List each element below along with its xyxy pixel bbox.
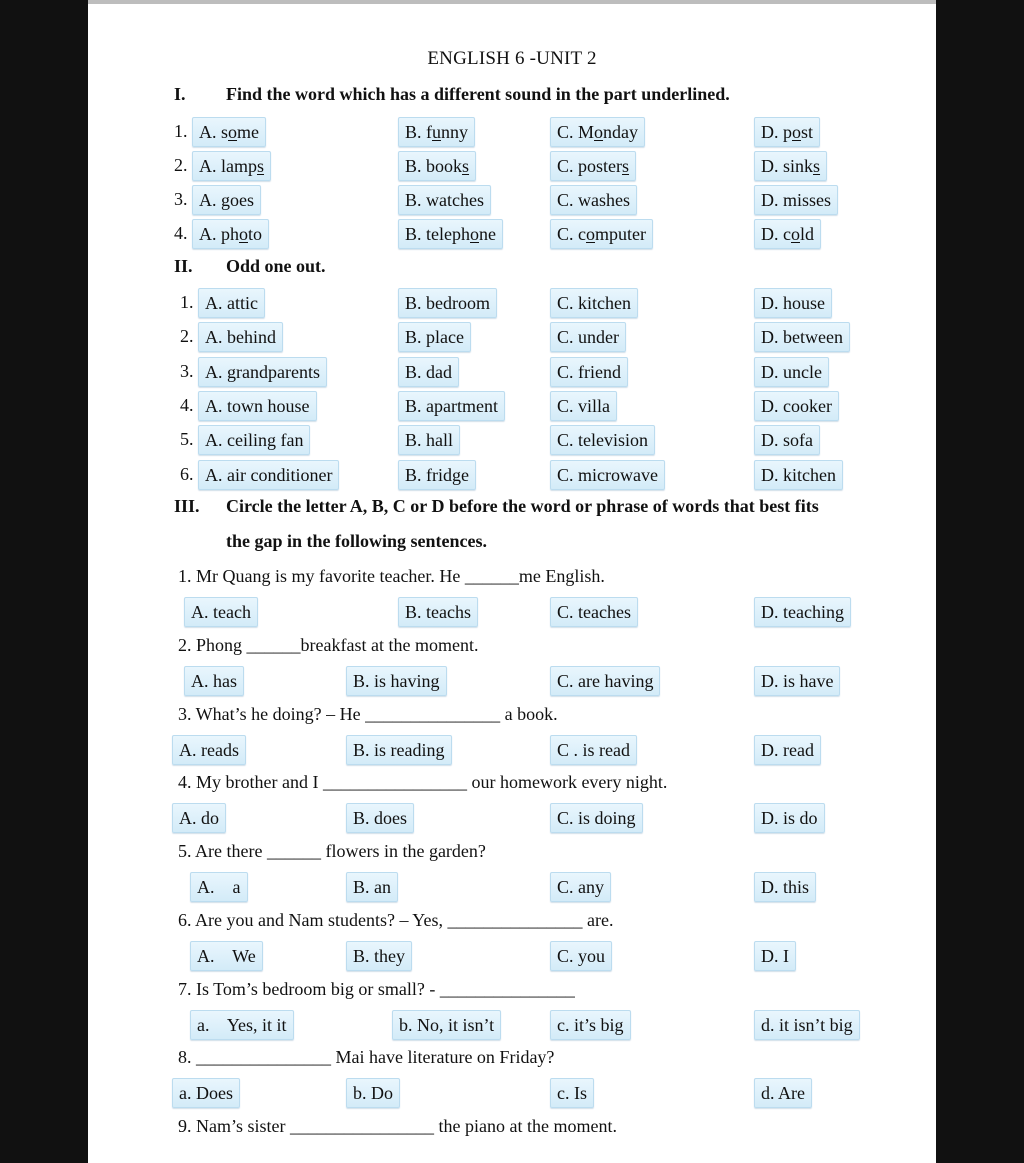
answer-blank[interactable]: _______________ <box>447 910 583 930</box>
s2-option-a[interactable]: A. grandparents <box>198 357 327 387</box>
q6-option-b[interactable]: B. they <box>346 941 412 971</box>
q4-option-d[interactable]: D. is do <box>754 803 825 833</box>
q1-option-b[interactable]: B. teachs <box>398 597 478 627</box>
s2-row-number: 6. <box>180 464 194 484</box>
s1-option-c[interactable]: C. Monday <box>550 117 645 147</box>
s1-option-a[interactable]: A. some <box>192 117 266 147</box>
page-title: ENGLISH 6 -UNIT 2 <box>427 48 597 69</box>
s1-option-a[interactable]: A. goes <box>192 185 261 215</box>
s2-option-c[interactable]: C. microwave <box>550 460 665 490</box>
q3-option-c[interactable]: C . is read <box>550 735 637 765</box>
s2-option-a[interactable]: A. town house <box>198 391 317 421</box>
s2-option-d[interactable]: D. uncle <box>754 357 829 387</box>
question-2: 2. Phong ______breakfast at the moment. <box>178 635 479 655</box>
section-2-title: Odd one out. <box>226 256 326 276</box>
s2-option-b[interactable]: B. place <box>398 322 471 352</box>
section-2-roman: II. <box>174 256 193 276</box>
q5-option-b[interactable]: B. an <box>346 872 398 902</box>
s2-option-d[interactable]: D. sofa <box>754 425 820 455</box>
q3-option-b[interactable]: B. is reading <box>346 735 452 765</box>
s2-option-a[interactable]: A. attic <box>198 288 265 318</box>
q7-options <box>88 1010 936 1040</box>
answer-blank[interactable]: _______________ <box>439 979 575 999</box>
section-3-roman: III. <box>174 496 200 516</box>
s2-option-c[interactable]: C. friend <box>550 357 628 387</box>
answer-blank[interactable]: ________________ <box>322 772 467 792</box>
q3-options <box>88 735 936 765</box>
s2-row-4 <box>88 391 936 421</box>
section-1-roman: I. <box>174 84 186 104</box>
q1-option-c[interactable]: C. teaches <box>550 597 638 627</box>
answer-blank[interactable]: ______ <box>464 566 519 586</box>
question-6: 6. Are you and Nam students? – Yes, _______________ are. <box>178 910 614 930</box>
s2-option-a[interactable]: A. air conditioner <box>198 460 339 490</box>
q7-option-d[interactable]: d. it isn’t big <box>754 1010 860 1040</box>
s2-option-c[interactable]: C. kitchen <box>550 288 638 318</box>
s1-option-b[interactable]: B. books <box>398 151 476 181</box>
question-3: 3. What’s he doing? – He _______________ a book. <box>178 704 558 724</box>
q6-option-d[interactable]: D. I <box>754 941 796 971</box>
s2-row-3 <box>88 357 936 387</box>
s2-row-number: 4. <box>180 395 194 415</box>
q8-option-b[interactable]: b. Do <box>346 1078 400 1108</box>
s2-row-number: 3. <box>180 361 194 381</box>
s1-option-d[interactable]: D. sinks <box>754 151 827 181</box>
s2-row-1 <box>88 288 936 318</box>
q5-option-d[interactable]: D. this <box>754 872 816 902</box>
s1-option-b[interactable]: B. funny <box>398 117 475 147</box>
s1-option-a[interactable]: A. lamps <box>192 151 271 181</box>
q6-option-c[interactable]: C. you <box>550 941 612 971</box>
q2-options <box>88 666 936 696</box>
s1-option-c[interactable]: C. washes <box>550 185 637 215</box>
s1-option-b[interactable]: B. watches <box>398 185 491 215</box>
s2-row-6 <box>88 460 936 490</box>
s2-option-b[interactable]: B. apartment <box>398 391 505 421</box>
q8-option-a[interactable]: a. Does <box>172 1078 240 1108</box>
s1-row-number: 1. <box>174 121 188 141</box>
s2-option-b[interactable]: B. hall <box>398 425 460 455</box>
s2-option-b[interactable]: B. bedroom <box>398 288 497 318</box>
s1-option-b[interactable]: B. telephone <box>398 219 503 249</box>
s2-option-d[interactable]: D. between <box>754 322 850 352</box>
s2-option-a[interactable]: A. behind <box>198 322 283 352</box>
s2-option-c[interactable]: C. villa <box>550 391 617 421</box>
q4-option-c[interactable]: C. is doing <box>550 803 643 833</box>
answer-blank[interactable]: _______________ <box>365 704 501 724</box>
q5-option-c[interactable]: C. any <box>550 872 611 902</box>
question-7: 7. Is Tom’s bedroom big or small? - _______________ <box>178 979 575 999</box>
q2-option-d[interactable]: D. is have <box>754 666 840 696</box>
q6-option-a[interactable]: A. We <box>190 941 263 971</box>
question-9: 9. Nam’s sister ________________ the piano at the moment. <box>178 1116 617 1136</box>
s2-row-number: 5. <box>180 429 194 449</box>
q8-option-c[interactable]: c. Is <box>550 1078 594 1108</box>
q3-option-d[interactable]: D. read <box>754 735 821 765</box>
s1-row-1 <box>88 117 936 147</box>
s1-row-number: 2. <box>174 155 188 175</box>
s2-option-d[interactable]: D. kitchen <box>754 460 843 490</box>
s1-row-number: 4. <box>174 223 188 243</box>
s1-option-d[interactable]: D. cold <box>754 219 821 249</box>
s1-option-d[interactable]: D. post <box>754 117 820 147</box>
q7-option-a[interactable]: a. Yes, it it <box>190 1010 294 1040</box>
section-3-title-line2: the gap in the following sentences. <box>226 531 487 551</box>
s1-row-4 <box>88 219 936 249</box>
s1-option-c[interactable]: C. posters <box>550 151 636 181</box>
q8-options <box>88 1078 936 1108</box>
q1-option-a[interactable]: A. teach <box>184 597 258 627</box>
q4-options <box>88 803 936 833</box>
q7-option-c[interactable]: c. it’s big <box>550 1010 631 1040</box>
question-1: 1. Mr Quang is my favorite teacher. He ______me English. <box>178 566 605 586</box>
s1-row-3 <box>88 185 936 215</box>
question-8: 8. _______________ Mai have literature on Friday? <box>178 1047 555 1067</box>
s2-row-5 <box>88 425 936 455</box>
section-1-title: Find the word which has a different sound in the part underlined. <box>226 84 730 104</box>
s2-option-b[interactable]: B. dad <box>398 357 459 387</box>
s1-option-c[interactable]: C. computer <box>550 219 653 249</box>
q8-option-d[interactable]: d. Are <box>754 1078 812 1108</box>
s2-option-c[interactable]: C. television <box>550 425 655 455</box>
s2-option-b[interactable]: B. fridge <box>398 460 476 490</box>
answer-blank[interactable]: ______ <box>246 635 301 655</box>
q5-options <box>88 872 936 902</box>
answer-blank[interactable]: ________________ <box>290 1116 434 1136</box>
s2-row-number: 1. <box>180 292 194 312</box>
section-3-title-line1: Circle the letter A, B, C or D before the word or phrase of words that best fits <box>226 496 819 516</box>
s1-option-d[interactable]: D. misses <box>754 185 838 215</box>
s2-option-d[interactable]: D. house <box>754 288 832 318</box>
s1-option-a[interactable]: A. photo <box>192 219 269 249</box>
q6-options <box>88 941 936 971</box>
q5-option-a[interactable]: A. a <box>190 872 248 902</box>
q3-option-a[interactable]: A. reads <box>172 735 246 765</box>
q4-option-a[interactable]: A. do <box>172 803 226 833</box>
s1-row-number: 3. <box>174 189 188 209</box>
q1-options <box>88 597 936 627</box>
answer-blank[interactable]: ______ <box>266 841 321 861</box>
q2-option-a[interactable]: A. has <box>184 666 244 696</box>
s1-row-2 <box>88 151 936 181</box>
s2-option-c[interactable]: C. under <box>550 322 626 352</box>
q1-option-d[interactable]: D. teaching <box>754 597 851 627</box>
s2-row-2 <box>88 322 936 352</box>
answer-blank[interactable]: _______________ <box>196 1047 331 1067</box>
worksheet-page <box>88 0 936 1163</box>
q2-option-b[interactable]: B. is having <box>346 666 447 696</box>
q7-option-b[interactable]: b. No, it isn’t <box>392 1010 501 1040</box>
question-5: 5. Are there ______ flowers in the garden? <box>178 841 486 861</box>
q2-option-c[interactable]: C. are having <box>550 666 660 696</box>
q4-option-b[interactable]: B. does <box>346 803 414 833</box>
s2-row-number: 2. <box>180 326 194 346</box>
s2-option-d[interactable]: D. cooker <box>754 391 839 421</box>
question-4: 4. My brother and I ________________ our homework every night. <box>178 772 668 792</box>
s2-option-a[interactable]: A. ceiling fan <box>198 425 310 455</box>
